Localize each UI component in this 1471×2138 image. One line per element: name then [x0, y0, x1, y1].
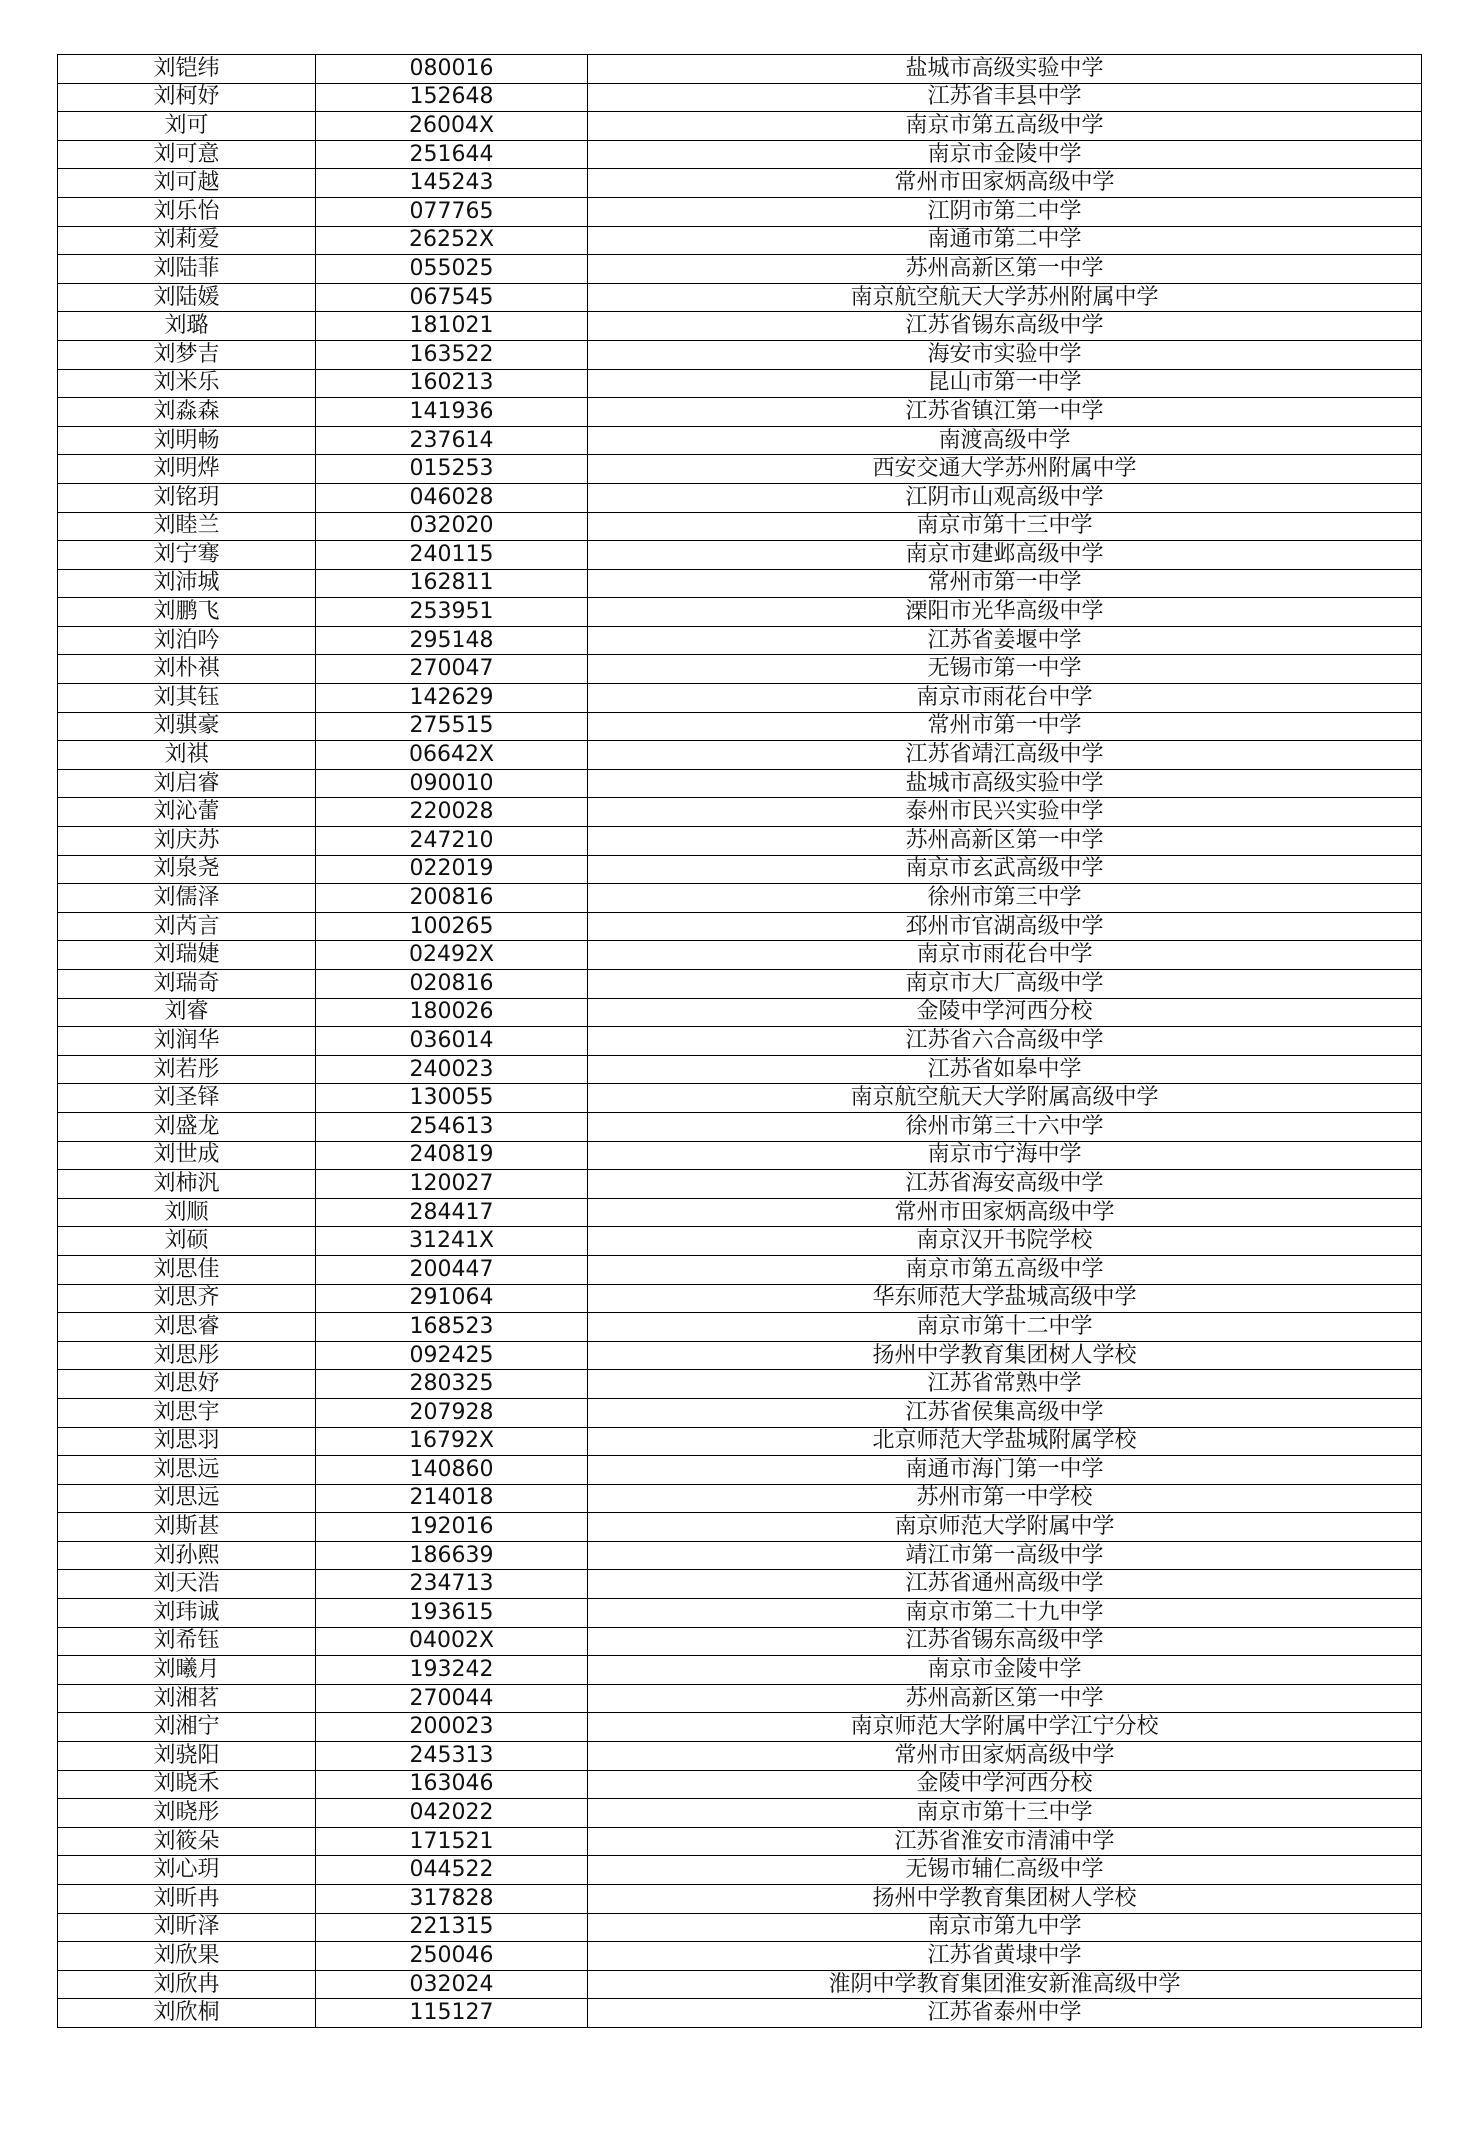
student-id-cell: 120027 — [316, 1170, 588, 1199]
student-id-cell: 200447 — [316, 1255, 588, 1284]
student-name-cell: 刘思远 — [58, 1484, 316, 1513]
student-id-cell: 280325 — [316, 1370, 588, 1399]
student-name-cell: 刘睦兰 — [58, 512, 316, 541]
student-id-cell: 100265 — [316, 912, 588, 941]
school-name-cell: 南京市建邺高级中学 — [588, 541, 1422, 570]
student-id-cell: 181021 — [316, 312, 588, 341]
school-name-cell: 南京汉开书院学校 — [588, 1227, 1422, 1256]
student-id-cell: 115127 — [316, 1999, 588, 2028]
school-name-cell: 南京市雨花台中学 — [588, 684, 1422, 713]
table-row — [58, 1484, 1422, 1513]
student-id-cell: 022019 — [316, 855, 588, 884]
table-row — [58, 655, 1422, 684]
student-id-cell: 055025 — [316, 255, 588, 284]
table-row — [58, 541, 1422, 570]
table-row — [58, 941, 1422, 970]
student-name-cell: 刘希钰 — [58, 1627, 316, 1656]
table-row — [58, 1942, 1422, 1971]
school-name-cell: 江苏省如皋中学 — [588, 1055, 1422, 1084]
school-name-cell: 南京市宁海中学 — [588, 1141, 1422, 1170]
table-row — [58, 455, 1422, 484]
table-row — [58, 912, 1422, 941]
table-row — [58, 1799, 1422, 1828]
table-row — [58, 998, 1422, 1027]
student-name-cell: 刘莉爱 — [58, 226, 316, 255]
school-name-cell: 江苏省通州高级中学 — [588, 1570, 1422, 1599]
school-name-cell: 苏州市第一中学校 — [588, 1484, 1422, 1513]
student-id-cell: 270044 — [316, 1684, 588, 1713]
student-name-cell: 刘可越 — [58, 169, 316, 198]
school-name-cell: 南京市第五高级中学 — [588, 112, 1422, 141]
school-name-cell: 华东师范大学盐城高级中学 — [588, 1284, 1422, 1313]
student-id-cell: 275515 — [316, 712, 588, 741]
school-name-cell: 南京师范大学附属中学江宁分校 — [588, 1713, 1422, 1742]
table-row — [58, 1170, 1422, 1199]
table-row — [58, 1227, 1422, 1256]
student-name-cell: 刘庆苏 — [58, 827, 316, 856]
student-id-cell: 168523 — [316, 1313, 588, 1342]
school-name-cell: 苏州高新区第一中学 — [588, 1684, 1422, 1713]
table-row — [58, 1742, 1422, 1771]
student-id-cell: 032024 — [316, 1970, 588, 1999]
school-name-cell: 苏州高新区第一中学 — [588, 827, 1422, 856]
student-id-cell: 171521 — [316, 1827, 588, 1856]
student-id-cell: 193242 — [316, 1656, 588, 1685]
student-id-cell: 270047 — [316, 655, 588, 684]
school-name-cell: 邳州市官湖高级中学 — [588, 912, 1422, 941]
table-row — [58, 1913, 1422, 1942]
table-row — [58, 1313, 1422, 1342]
table-row — [58, 1770, 1422, 1799]
table-row — [58, 1684, 1422, 1713]
table-row — [58, 827, 1422, 856]
student-name-cell: 刘柿汎 — [58, 1170, 316, 1199]
student-name-cell: 刘昕冉 — [58, 1885, 316, 1914]
student-name-cell: 刘启睿 — [58, 769, 316, 798]
student-id-cell: 180026 — [316, 998, 588, 1027]
student-id-cell: 145243 — [316, 169, 588, 198]
student-name-cell: 刘天浩 — [58, 1570, 316, 1599]
table-row — [58, 1284, 1422, 1313]
table-row — [58, 1398, 1422, 1427]
table-row — [58, 855, 1422, 884]
student-name-cell: 刘泉尧 — [58, 855, 316, 884]
student-name-cell: 刘硕 — [58, 1227, 316, 1256]
table-row — [58, 1599, 1422, 1628]
table-row — [58, 884, 1422, 913]
student-id-cell: 240115 — [316, 541, 588, 570]
student-id-cell: 26004X — [316, 112, 588, 141]
table-row — [58, 226, 1422, 255]
school-name-cell: 江苏省常熟中学 — [588, 1370, 1422, 1399]
school-name-cell: 南京市第十三中学 — [588, 1799, 1422, 1828]
student-id-cell: 152648 — [316, 83, 588, 112]
student-name-cell: 刘斯甚 — [58, 1513, 316, 1542]
school-name-cell: 海安市实验中学 — [588, 340, 1422, 369]
student-name-cell: 刘世成 — [58, 1141, 316, 1170]
student-name-cell: 刘梦吉 — [58, 340, 316, 369]
school-name-cell: 无锡市第一中学 — [588, 655, 1422, 684]
student-name-cell: 刘玮诚 — [58, 1599, 316, 1628]
student-name-cell: 刘沛城 — [58, 569, 316, 598]
school-name-cell: 常州市第一中学 — [588, 712, 1422, 741]
student-name-cell: 刘铭玥 — [58, 483, 316, 512]
student-name-cell: 刘乐怡 — [58, 197, 316, 226]
student-name-cell: 刘瑞奇 — [58, 970, 316, 999]
student-name-cell: 刘润华 — [58, 1027, 316, 1056]
student-name-cell: 刘盛龙 — [58, 1112, 316, 1141]
student-name-cell: 刘欣果 — [58, 1942, 316, 1971]
student-id-cell: 140860 — [316, 1456, 588, 1485]
table-row — [58, 598, 1422, 627]
school-name-cell: 江苏省黄埭中学 — [588, 1942, 1422, 1971]
student-id-cell: 077765 — [316, 197, 588, 226]
roster-body — [58, 55, 1422, 2028]
school-name-cell: 南京市第五高级中学 — [588, 1255, 1422, 1284]
student-id-cell: 250046 — [316, 1942, 588, 1971]
student-id-cell: 160213 — [316, 369, 588, 398]
student-name-cell: 刘陆菲 — [58, 255, 316, 284]
student-name-cell: 刘思羽 — [58, 1427, 316, 1456]
school-name-cell: 南渡高级中学 — [588, 426, 1422, 455]
student-id-cell: 130055 — [316, 1084, 588, 1113]
student-name-cell: 刘圣铎 — [58, 1084, 316, 1113]
school-name-cell: 江苏省侯集高级中学 — [588, 1398, 1422, 1427]
student-name-cell: 刘思宇 — [58, 1398, 316, 1427]
school-name-cell: 江苏省淮安市清浦中学 — [588, 1827, 1422, 1856]
school-name-cell: 北京师范大学盐城附属学校 — [588, 1427, 1422, 1456]
student-id-cell: 092425 — [316, 1341, 588, 1370]
school-name-cell: 南京市金陵中学 — [588, 1656, 1422, 1685]
table-row — [58, 626, 1422, 655]
table-row — [58, 1027, 1422, 1056]
table-row — [58, 569, 1422, 598]
student-name-cell: 刘若彤 — [58, 1055, 316, 1084]
school-name-cell: 常州市田家炳高级中学 — [588, 1742, 1422, 1771]
school-name-cell: 溧阳市光华高级中学 — [588, 598, 1422, 627]
school-name-cell: 靖江市第一高级中学 — [588, 1541, 1422, 1570]
table-row — [58, 1885, 1422, 1914]
student-name-cell: 刘泊吟 — [58, 626, 316, 655]
student-id-cell: 220028 — [316, 798, 588, 827]
student-id-cell: 251644 — [316, 140, 588, 169]
student-name-cell: 刘骐豪 — [58, 712, 316, 741]
school-name-cell: 金陵中学河西分校 — [588, 1770, 1422, 1799]
student-name-cell: 刘思妤 — [58, 1370, 316, 1399]
student-name-cell: 刘欣冉 — [58, 1970, 316, 1999]
school-name-cell: 江苏省靖江高级中学 — [588, 741, 1422, 770]
student-name-cell: 刘顺 — [58, 1198, 316, 1227]
student-name-cell: 刘欣桐 — [58, 1999, 316, 2028]
table-row — [58, 283, 1422, 312]
student-name-cell: 刘儒泽 — [58, 884, 316, 913]
student-name-cell: 刘沁蕾 — [58, 798, 316, 827]
table-row — [58, 1856, 1422, 1885]
table-row — [58, 255, 1422, 284]
school-name-cell: 江苏省丰县中学 — [588, 83, 1422, 112]
school-name-cell: 江苏省泰州中学 — [588, 1999, 1422, 2028]
school-name-cell: 南京市第二十九中学 — [588, 1599, 1422, 1628]
school-name-cell: 南京市第十二中学 — [588, 1313, 1422, 1342]
school-name-cell: 南通市海门第一中学 — [588, 1456, 1422, 1485]
student-id-cell: 214018 — [316, 1484, 588, 1513]
student-id-cell: 080016 — [316, 55, 588, 84]
student-id-cell: 163522 — [316, 340, 588, 369]
student-name-cell: 刘筱朵 — [58, 1827, 316, 1856]
student-id-cell: 291064 — [316, 1284, 588, 1313]
student-id-cell: 163046 — [316, 1770, 588, 1799]
student-id-cell: 207928 — [316, 1398, 588, 1427]
table-row — [58, 1055, 1422, 1084]
table-row — [58, 369, 1422, 398]
student-id-cell: 015253 — [316, 455, 588, 484]
student-id-cell: 295148 — [316, 626, 588, 655]
student-name-cell: 刘可意 — [58, 140, 316, 169]
student-name-cell: 刘思齐 — [58, 1284, 316, 1313]
school-name-cell: 江苏省六合高级中学 — [588, 1027, 1422, 1056]
table-row — [58, 426, 1422, 455]
student-name-cell: 刘祺 — [58, 741, 316, 770]
student-id-cell: 253951 — [316, 598, 588, 627]
student-roster-table — [57, 54, 1422, 2028]
student-name-cell: 刘其钰 — [58, 684, 316, 713]
student-name-cell: 刘柯妤 — [58, 83, 316, 112]
table-row — [58, 1541, 1422, 1570]
school-name-cell: 江苏省锡东高级中学 — [588, 1627, 1422, 1656]
student-id-cell: 067545 — [316, 283, 588, 312]
table-row — [58, 140, 1422, 169]
school-name-cell: 南京航空航天大学附属高级中学 — [588, 1084, 1422, 1113]
student-name-cell: 刘朴祺 — [58, 655, 316, 684]
school-name-cell: 苏州高新区第一中学 — [588, 255, 1422, 284]
school-name-cell: 南京市金陵中学 — [588, 140, 1422, 169]
school-name-cell: 西安交通大学苏州附属中学 — [588, 455, 1422, 484]
school-name-cell: 淮阴中学教育集团淮安新淮高级中学 — [588, 1970, 1422, 1999]
student-id-cell: 221315 — [316, 1913, 588, 1942]
table-row — [58, 169, 1422, 198]
student-name-cell: 刘晓禾 — [58, 1770, 316, 1799]
table-row — [58, 970, 1422, 999]
school-name-cell: 徐州市第三十六中学 — [588, 1112, 1422, 1141]
student-name-cell: 刘可 — [58, 112, 316, 141]
table-row — [58, 741, 1422, 770]
school-name-cell: 江苏省锡东高级中学 — [588, 312, 1422, 341]
table-row — [58, 1827, 1422, 1856]
table-row — [58, 55, 1422, 84]
student-name-cell: 刘思彤 — [58, 1341, 316, 1370]
table-row — [58, 1427, 1422, 1456]
student-name-cell: 刘淼森 — [58, 398, 316, 427]
school-name-cell: 南京市第十三中学 — [588, 512, 1422, 541]
table-row — [58, 712, 1422, 741]
table-row — [58, 1656, 1422, 1685]
table-row — [58, 798, 1422, 827]
student-id-cell: 200816 — [316, 884, 588, 913]
school-name-cell: 徐州市第三中学 — [588, 884, 1422, 913]
table-row — [58, 1513, 1422, 1542]
student-id-cell: 247210 — [316, 827, 588, 856]
student-id-cell: 200023 — [316, 1713, 588, 1742]
school-name-cell: 江阴市第二中学 — [588, 197, 1422, 226]
student-id-cell: 26252X — [316, 226, 588, 255]
school-name-cell: 江苏省镇江第一中学 — [588, 398, 1422, 427]
table-row — [58, 1341, 1422, 1370]
student-id-cell: 284417 — [316, 1198, 588, 1227]
student-name-cell: 刘思佳 — [58, 1255, 316, 1284]
table-row — [58, 112, 1422, 141]
student-id-cell: 31241X — [316, 1227, 588, 1256]
student-name-cell: 刘孙熙 — [58, 1541, 316, 1570]
student-name-cell: 刘芮言 — [58, 912, 316, 941]
student-name-cell: 刘湘茗 — [58, 1684, 316, 1713]
school-name-cell: 南京市玄武高级中学 — [588, 855, 1422, 884]
table-row — [58, 1713, 1422, 1742]
table-row — [58, 1627, 1422, 1656]
table-row — [58, 1370, 1422, 1399]
student-id-cell: 032020 — [316, 512, 588, 541]
student-id-cell: 245313 — [316, 1742, 588, 1771]
table-row — [58, 1112, 1422, 1141]
school-name-cell: 盐城市高级实验中学 — [588, 769, 1422, 798]
table-row — [58, 483, 1422, 512]
school-name-cell: 南京航空航天大学苏州附属中学 — [588, 283, 1422, 312]
student-name-cell: 刘陆媛 — [58, 283, 316, 312]
table-row — [58, 1084, 1422, 1113]
school-name-cell: 无锡市辅仁高级中学 — [588, 1856, 1422, 1885]
student-id-cell: 141936 — [316, 398, 588, 427]
school-name-cell: 南京师范大学附属中学 — [588, 1513, 1422, 1542]
student-name-cell: 刘明烨 — [58, 455, 316, 484]
student-id-cell: 192016 — [316, 1513, 588, 1542]
table-row — [58, 312, 1422, 341]
student-name-cell: 刘瑞婕 — [58, 941, 316, 970]
table-row — [58, 1456, 1422, 1485]
student-id-cell: 090010 — [316, 769, 588, 798]
student-id-cell: 240023 — [316, 1055, 588, 1084]
student-name-cell: 刘鹏飞 — [58, 598, 316, 627]
school-name-cell: 盐城市高级实验中学 — [588, 55, 1422, 84]
school-name-cell: 常州市第一中学 — [588, 569, 1422, 598]
table-row — [58, 1255, 1422, 1284]
school-name-cell: 江苏省姜堰中学 — [588, 626, 1422, 655]
school-name-cell: 常州市田家炳高级中学 — [588, 1198, 1422, 1227]
table-row — [58, 684, 1422, 713]
student-id-cell: 16792X — [316, 1427, 588, 1456]
student-id-cell: 04002X — [316, 1627, 588, 1656]
school-name-cell: 江苏省海安高级中学 — [588, 1170, 1422, 1199]
student-id-cell: 240819 — [316, 1141, 588, 1170]
table-row — [58, 1970, 1422, 1999]
table-row — [58, 769, 1422, 798]
school-name-cell: 江阴市山观高级中学 — [588, 483, 1422, 512]
student-name-cell: 刘铠纬 — [58, 55, 316, 84]
student-id-cell: 020816 — [316, 970, 588, 999]
student-name-cell: 刘明畅 — [58, 426, 316, 455]
student-id-cell: 254613 — [316, 1112, 588, 1141]
school-name-cell: 南京市大厂高级中学 — [588, 970, 1422, 999]
student-name-cell: 刘米乐 — [58, 369, 316, 398]
school-name-cell: 昆山市第一中学 — [588, 369, 1422, 398]
school-name-cell: 扬州中学教育集团树人学校 — [588, 1885, 1422, 1914]
student-id-cell: 044522 — [316, 1856, 588, 1885]
student-name-cell: 刘思睿 — [58, 1313, 316, 1342]
table-row — [58, 1198, 1422, 1227]
student-id-cell: 193615 — [316, 1599, 588, 1628]
table-row — [58, 83, 1422, 112]
school-name-cell: 泰州市民兴实验中学 — [588, 798, 1422, 827]
student-name-cell: 刘晓彤 — [58, 1799, 316, 1828]
table-row — [58, 197, 1422, 226]
school-name-cell: 南京市雨花台中学 — [588, 941, 1422, 970]
school-name-cell: 扬州中学教育集团树人学校 — [588, 1341, 1422, 1370]
student-id-cell: 237614 — [316, 426, 588, 455]
student-id-cell: 06642X — [316, 741, 588, 770]
student-name-cell: 刘思远 — [58, 1456, 316, 1485]
student-name-cell: 刘心玥 — [58, 1856, 316, 1885]
student-id-cell: 234713 — [316, 1570, 588, 1599]
student-name-cell: 刘湘宁 — [58, 1713, 316, 1742]
student-id-cell: 042022 — [316, 1799, 588, 1828]
student-name-cell: 刘宁骞 — [58, 541, 316, 570]
student-id-cell: 046028 — [316, 483, 588, 512]
table-row — [58, 1570, 1422, 1599]
school-name-cell: 常州市田家炳高级中学 — [588, 169, 1422, 198]
student-name-cell: 刘睿 — [58, 998, 316, 1027]
student-id-cell: 186639 — [316, 1541, 588, 1570]
table-row — [58, 398, 1422, 427]
student-id-cell: 036014 — [316, 1027, 588, 1056]
student-name-cell: 刘曦月 — [58, 1656, 316, 1685]
table-row — [58, 340, 1422, 369]
student-id-cell: 317828 — [316, 1885, 588, 1914]
student-name-cell: 刘骁阳 — [58, 1742, 316, 1771]
school-name-cell: 金陵中学河西分校 — [588, 998, 1422, 1027]
school-name-cell: 南京市第九中学 — [588, 1913, 1422, 1942]
student-id-cell: 142629 — [316, 684, 588, 713]
student-id-cell: 162811 — [316, 569, 588, 598]
school-name-cell: 南通市第二中学 — [588, 226, 1422, 255]
table-row — [58, 1141, 1422, 1170]
student-name-cell: 刘璐 — [58, 312, 316, 341]
student-name-cell: 刘昕泽 — [58, 1913, 316, 1942]
table-row — [58, 512, 1422, 541]
student-id-cell: 02492X — [316, 941, 588, 970]
table-row — [58, 1999, 1422, 2028]
